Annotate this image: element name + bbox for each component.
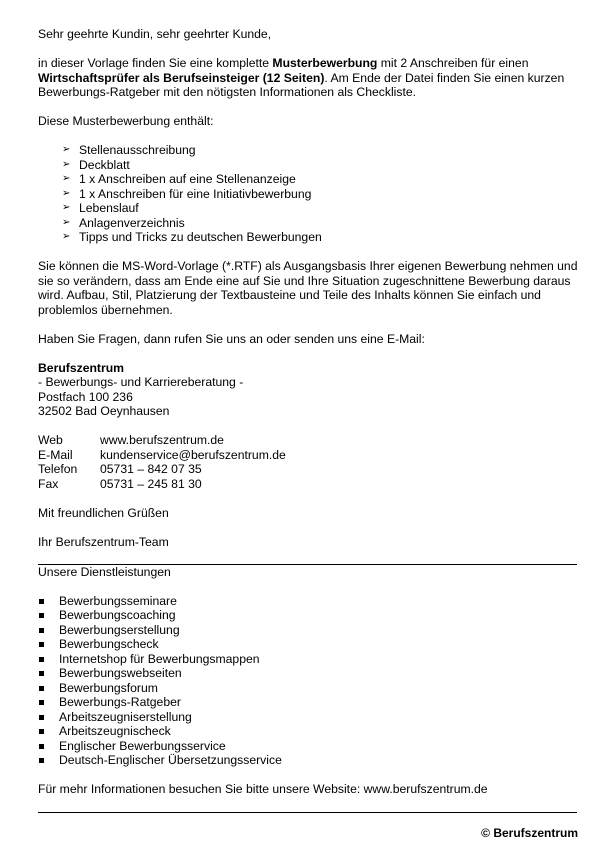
intro-bold-profession: Wirtschaftsprüfer als Berufseinsteiger (12 Seiten): [38, 70, 325, 85]
company-tagline: - Bewerbungs- und Karriereberatung -: [38, 375, 244, 389]
list-item: ➢ 1 x Anschreiben auf eine Stellenanzeige: [62, 172, 296, 186]
list-item: Englischer Bewerbungsservice: [38, 739, 578, 754]
contact-row-phone: [38, 462, 578, 477]
list-item: ➢ Anlagenverzeichnis: [62, 215, 185, 230]
list-item: Bewerbungsseminare: [38, 594, 578, 609]
email-link[interactable]: kundenservice@berufszentrum.de: [100, 447, 286, 462]
list-item: ➢ Stellenausschreibung: [62, 143, 196, 157]
arrow-bullet-icon: ➢: [62, 231, 71, 242]
city: 32502 Bad Oeynhausen: [38, 404, 170, 418]
contact-label: Web: [38, 433, 63, 447]
list-item: ➢ 1 x Anschreiben für eine Initiativbewerbung: [62, 186, 312, 201]
fax-number: 05731 – 245 81 30: [100, 476, 202, 491]
list-item: Bewerbungscoaching: [38, 608, 578, 623]
services-heading: Unsere Dienstleistungen: [38, 564, 171, 579]
contact-table: [38, 433, 578, 491]
footer-divider: [38, 812, 577, 813]
document-page: [38, 27, 578, 797]
usage-paragraph: Sie können die MS-Word-Vorlage (*.RTF) als Ausgangsbasis Ihrer eigenen Bewerbung nehmen und sie so verändern, dass am Ende eine auf Sie und Ihre Situation zugeschnittene Bewerbung daraus wird. Aufbau, Stil, Platzierung der Textbausteine und Teile des Inhalts können Sie einfach und problemlos übernehmen.: [38, 259, 578, 317]
services-list: [38, 594, 578, 768]
intro-bold-product: Musterbewerbung: [272, 56, 378, 70]
list-item: Arbeitszeugnischeck: [38, 724, 578, 739]
arrow-bullet-icon: ➢: [62, 158, 71, 170]
contents-list: [38, 143, 578, 245]
web-link[interactable]: www.berufszentrum.de: [100, 433, 224, 447]
website-line: Für mehr Informationen besuchen Sie bitte unsere Website: www.berufszentrum.de: [38, 782, 488, 796]
square-bullet-icon: [39, 686, 44, 691]
company-name: Berufszentrum: [38, 360, 125, 375]
postbox: Postfach 100 236: [38, 389, 133, 404]
square-bullet-icon: [39, 642, 44, 647]
square-bullet-icon: [39, 657, 44, 662]
address-block: [38, 361, 578, 419]
square-bullet-icon: [39, 628, 44, 633]
list-item: Deutsch-Englischer Übersetzungsservice: [38, 753, 578, 768]
contact-label: Telefon: [38, 462, 78, 476]
list-item: ➢ Tipps und Tricks zu deutschen Bewerbungen: [62, 230, 322, 244]
arrow-bullet-icon: ➢: [62, 173, 71, 184]
contact-label: Fax: [38, 476, 59, 491]
contents-heading: Diese Musterbewerbung enthält:: [38, 114, 214, 128]
greeting: Sehr geehrte Kundin, sehr geehrter Kunde,: [38, 27, 272, 41]
square-bullet-icon: [39, 671, 44, 676]
contact-row-email: [38, 448, 578, 463]
square-bullet-icon: [39, 700, 44, 705]
signature: Ihr Berufszentrum-Team: [38, 534, 169, 549]
list-item: Bewerbungswebseiten: [38, 666, 578, 681]
arrow-bullet-icon: ➢: [62, 202, 71, 213]
closing: Mit freundlichen Grüßen: [38, 505, 169, 520]
list-item: Bewerbungscheck: [38, 637, 578, 652]
list-item: ➢ Deckblatt: [62, 157, 130, 172]
square-bullet-icon: [39, 599, 44, 604]
square-bullet-icon: [39, 758, 44, 763]
contact-row-web: [38, 433, 578, 448]
square-bullet-icon: [39, 729, 44, 734]
square-bullet-icon: [39, 715, 44, 720]
square-bullet-icon: [39, 613, 44, 618]
copyright-notice: © Berufszentrum: [481, 826, 578, 840]
intro-paragraph: in dieser Vorlage finden Sie eine komplette Musterbewerbung mit 2 Anschreiben für einen Wirtschaftsprüfer als Berufseinsteiger (12 Seiten). Am Ende der Datei finden Sie einen kurzen Bewerbungs-Ratgeber mit den nötigsten Informationen als Checkliste.: [38, 56, 565, 99]
arrow-bullet-icon: ➢: [62, 216, 71, 228]
list-item: Arbeitszeugniserstellung: [38, 710, 578, 725]
list-item: Bewerbungserstellung: [38, 623, 578, 638]
arrow-bullet-icon: ➢: [62, 187, 71, 199]
questions-paragraph: Haben Sie Fragen, dann rufen Sie uns an oder senden uns eine E-Mail:: [38, 331, 425, 346]
phone-number: 05731 – 842 07 35: [100, 462, 202, 476]
contact-label: E-Mail: [38, 447, 73, 462]
list-item: ➢ Lebenslauf: [62, 201, 139, 215]
list-item: Internetshop für Bewerbungsmappen: [38, 652, 578, 667]
contact-row-fax: [38, 477, 578, 492]
list-item: Bewerbungs-Ratgeber: [38, 695, 578, 710]
arrow-bullet-icon: ➢: [62, 144, 71, 155]
list-item: Bewerbungsforum: [38, 681, 578, 696]
square-bullet-icon: [39, 744, 44, 749]
